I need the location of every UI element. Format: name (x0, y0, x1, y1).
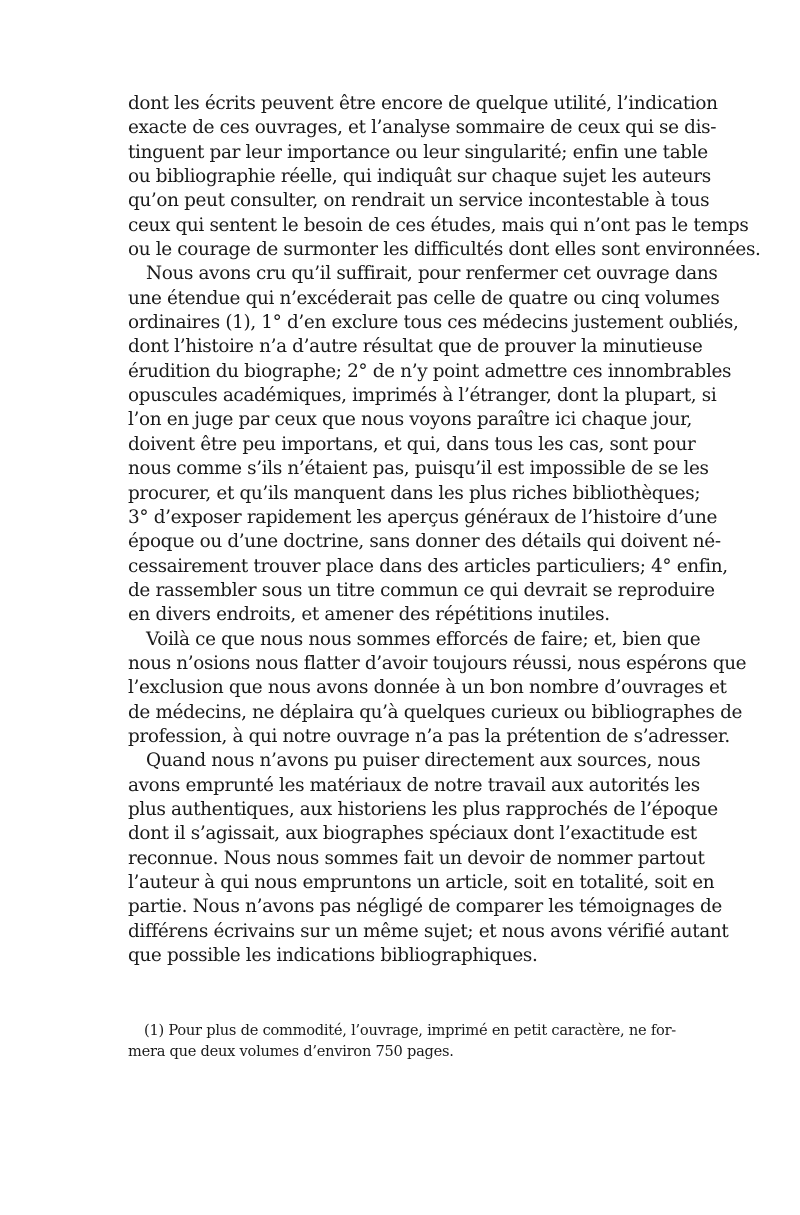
text-line: l’on en juge par ceux que nous voyons paraître ici chaque jour, (128, 409, 693, 431)
text-line: l’exclusion que nous avons donnée à un bon nombre d’ouvrages et (128, 677, 727, 699)
body-text (128, 92, 761, 968)
text-line: plus authentiques, aux historiens les plus rapprochés de l’époque (128, 798, 718, 820)
text-line: avons emprunté les matériaux de notre travail aux autorités les (128, 774, 700, 796)
text-line: partie. Nous n’avons pas négligé de comparer les témoignages de (128, 896, 722, 918)
text-line: profession, à qui notre ouvrage n’a pas la prétention de s’adresser. (128, 725, 730, 747)
text-line: dont l’histoire n’a d’autre résultat que de prouver la minutieuse (128, 336, 703, 358)
text-line: reconnue. Nous nous sommes fait un devoir de nommer partout (128, 847, 705, 869)
text-line: opuscules académiques, imprimés à l’étranger, dont la plupart, si (128, 385, 717, 407)
text-line: procurer, et qu’ils manquent dans les plus riches bibliothèques; (128, 482, 701, 504)
text-line: dont il s’agissait, aux biographes spéciaux dont l’exactitude est (128, 823, 697, 845)
text-line: exacte de ces ouvrages, et l’analyse sommaire de ceux qui se dis- (128, 117, 717, 139)
text-line: 3° d’exposer rapidement les aperçus généraux de l’histoire d’une (128, 506, 718, 528)
text-line: doivent être peu importans, et qui, dans tous les cas, sont pour (128, 433, 696, 455)
text-line: érudition du biographe; 2° de n’y point admettre ces innombrables (128, 360, 732, 382)
text-line: différens écrivains sur un même sujet; et nous avons vérifié autant (128, 920, 729, 942)
footnote (128, 1020, 676, 1062)
text-line: dont les écrits peuvent être encore de quelque utilité, l’indication (128, 93, 718, 114)
text-line: ou le courage de surmonter les difficultés dont elles sont environnées. (128, 239, 761, 261)
text-line: époque ou d’une doctrine, sans donner des détails qui doivent né- (128, 531, 721, 553)
text-line: de rassembler sous un titre commun ce qui devrait se reproduire (128, 579, 715, 601)
footnote-line: (1) Pour plus de commodité, l’ouvrage, imprimé en petit caractère, ne for- (144, 1022, 676, 1039)
text-line: une étendue qui n’excéderait pas celle de quatre ou cinq volumes (128, 287, 720, 309)
text-line: nous comme s’ils n’étaient pas, puisqu’il est impossible de se les (128, 458, 709, 480)
text-line: l’auteur à qui nous empruntons un article, soit en totalité, soit en (128, 872, 715, 893)
text-line: ordinaires (1), 1° d’en exclure tous ces médecins justement oubliés, (128, 312, 739, 334)
text-line: ceux qui sentent le besoin de ces études, mais qui n’ont pas le temps (128, 214, 749, 236)
footnote-line: mera que deux volumes d’environ 750 pages. (128, 1043, 454, 1060)
text-line: de médecins, ne déplaira qu’à quelques curieux ou bibliographes de (128, 701, 743, 723)
text-line: Voilà ce que nous nous sommes efforcés de faire; et, bien que (146, 628, 701, 650)
text-line: tinguent par leur importance ou leur singularité; enfin une table (128, 141, 708, 163)
text-line: ou bibliographie réelle, qui indiquât sur chaque sujet les auteurs (128, 166, 711, 188)
text-line: qu’on peut consulter, on rendrait un service incontestable à tous (128, 190, 710, 212)
text-line: Quand nous n’avons pu puiser directement aux sources, nous (146, 750, 701, 772)
text-line: cessairement trouver place dans des articles particuliers; 4° enfin, (128, 555, 728, 577)
text-line: en divers endroits, et amener des répétitions inutiles. (128, 604, 610, 626)
text-line: Nous avons cru qu’il suffirait, pour renfermer cet ouvrage dans (146, 263, 718, 285)
text-line: que possible les indications bibliographiques. (128, 945, 538, 967)
text-line: nous n’osions nous flatter d’avoir toujours réussi, nous espérons que (128, 652, 747, 674)
